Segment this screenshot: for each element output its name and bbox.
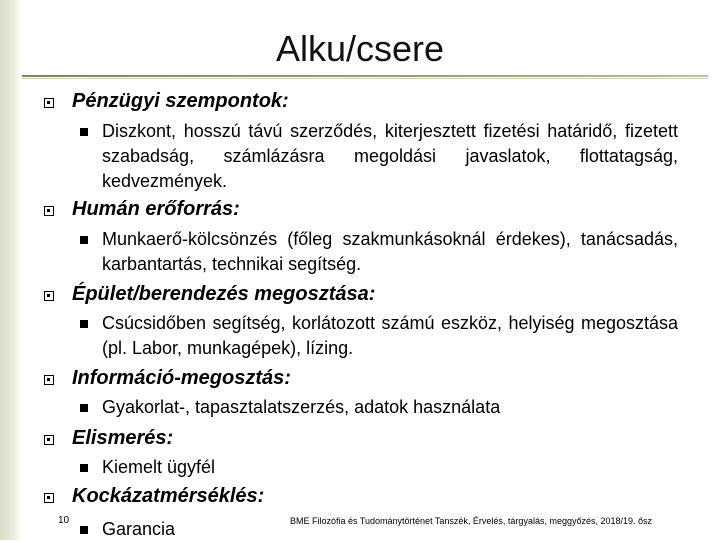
decorative-side-bar	[0, 0, 22, 540]
item-bullet-icon	[80, 404, 88, 412]
title-divider	[22, 75, 708, 77]
section-heading-human-resources: Humán erőforrás:	[72, 198, 240, 220]
item-bullet-icon	[80, 128, 88, 136]
section-item-recognition: Kiemelt ügyfél	[102, 457, 216, 477]
section-heading-financial: Pénzügyi szempontok:	[72, 90, 289, 112]
footer-text: BME Filozófia és Tudománytörténet Tanszék, Érvelés, tárgyalás, meggyőzés, 2018/19. ősz	[290, 516, 653, 526]
item-bullet-icon	[80, 464, 88, 472]
title-divider-thin	[22, 78, 708, 79]
section-heading-information-sharing: Információ-megosztás:	[72, 367, 291, 389]
section-heading-building-sharing: Épület/berendezés megosztása:	[72, 283, 376, 305]
section-item-information-sharing: Gyakorlat-, tapasztalatszerzés, adatok használata	[102, 397, 501, 417]
section-heading-risk-mitigation: Kockázatmérséklés:	[72, 485, 265, 507]
item-bullet-icon	[80, 320, 88, 328]
section-bullet-icon	[44, 291, 54, 301]
section-item-building-sharing: Csúcsidőben segítség, korlátozott számú eszköz, helyiség megosztása (pl. Labor, munkagépek), lízing.	[102, 313, 678, 358]
page-title: Alku/csere	[275, 28, 445, 69]
page-number: 10	[58, 515, 70, 526]
section-bullet-icon	[44, 206, 54, 216]
section-bullet-icon	[44, 435, 54, 445]
section-item-human-resources: Munkaerő-kölcsönzés (főleg szakmunkásoknál érdekes), tanácsadás, karbantartás, technikai segítség.	[102, 229, 678, 274]
item-bullet-icon	[80, 236, 88, 244]
section-bullet-icon	[44, 493, 54, 503]
section-heading-recognition: Elismerés:	[72, 427, 174, 449]
section-item-risk-mitigation: Garancia	[102, 519, 176, 539]
section-bullet-icon	[44, 98, 54, 108]
section-bullet-icon	[44, 375, 54, 385]
item-bullet-icon	[80, 526, 88, 534]
section-item-financial: Diszkont, hosszú távú szerződés, kiterjesztett fizetési határidő, fizetett szabadság, számlázásra megoldási javaslatok, flottatagság, kedvezmények.	[102, 121, 678, 191]
